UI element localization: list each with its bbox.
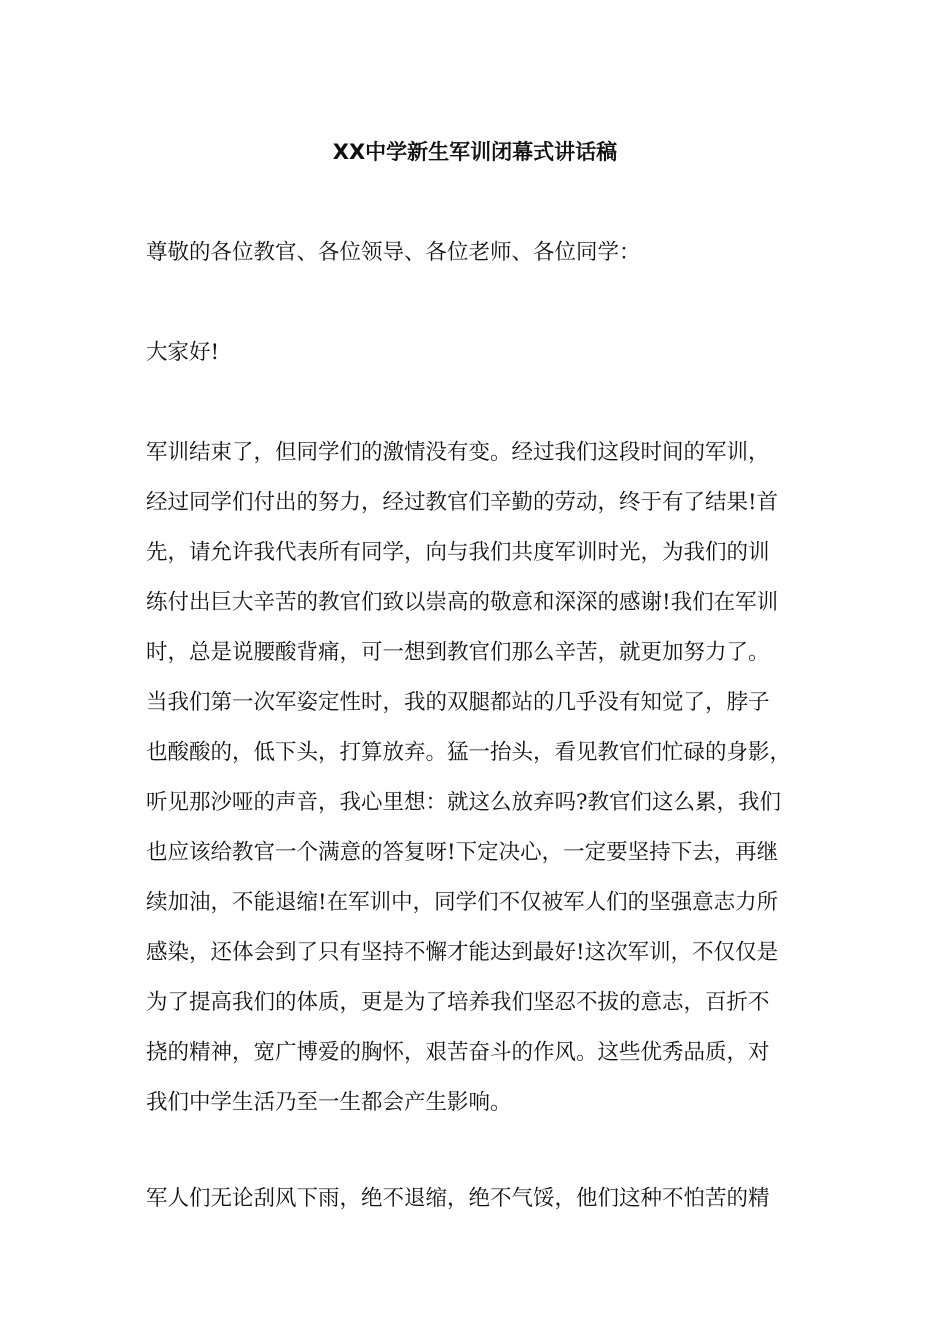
paragraph-line: 我们中学生活乃至一生都会产生影响。	[146, 1090, 512, 1115]
document-title: XX中学新生军训闭幕式讲话稿	[332, 140, 618, 164]
body-paragraph-2	[146, 1174, 836, 1224]
paragraph-line: 军训结束了，但同学们的激情没有变。经过我们这段时间的军训，	[146, 440, 770, 465]
paragraph-line: 先，请允许我代表所有同学，向与我们共度军训时光，为我们的训	[146, 540, 770, 565]
body-paragraph-1	[146, 428, 836, 1128]
paragraph-line: 续加油，不能退缩!在军训中，同学们不仅被军人们的坚强意志力所	[146, 890, 779, 915]
paragraph-line: 时，总是说腰酸背痛，可一想到教官们那么辛苦，就更加努力了。	[146, 640, 770, 665]
paragraph-line: 经过同学们付出的努力，经过教官们辛勤的劳动，终于有了结果!首	[146, 490, 779, 515]
paragraph-line: 为了提高我们的体质，更是为了培养我们坚忍不拔的意志，百折不	[146, 990, 770, 1015]
paragraph-line: 也应该给教官一个满意的答复呀!下定决心，一定要坚持下去，再继	[146, 840, 779, 865]
paragraph-line: 练付出巨大辛苦的教官们致以崇高的敬意和深深的感谢!我们在军训	[146, 590, 779, 615]
greeting-text: 大家好!	[146, 340, 220, 365]
paragraph-line: 听见那沙哑的声音，我心里想：就这么放弃吗?教官们这么累，我们	[146, 790, 782, 815]
paragraph-line: 感染，还体会到了只有坚持不懈才能达到最好!这次军训，不仅仅是	[146, 940, 779, 965]
paragraph-line: 挠的精神，宽广博爱的胸怀，艰苦奋斗的作风。这些优秀品质，对	[146, 1040, 770, 1065]
salutation	[146, 228, 836, 278]
salutation-text: 尊敬的各位教官、各位领导、各位老师、各位同学：	[146, 240, 641, 265]
paragraph-line: 也酸酸的，低下头，打算放弃。猛一抬头，看见教官们忙碌的身影，	[146, 740, 792, 765]
paragraph-line: 军人们无论刮风下雨，绝不退缩，绝不气馁，他们这种不怕苦的精	[146, 1186, 770, 1211]
paragraph-line: 当我们第一次军姿定性时，我的双腿都站的几乎没有知觉了，脖子	[146, 690, 770, 715]
greeting	[146, 328, 836, 378]
